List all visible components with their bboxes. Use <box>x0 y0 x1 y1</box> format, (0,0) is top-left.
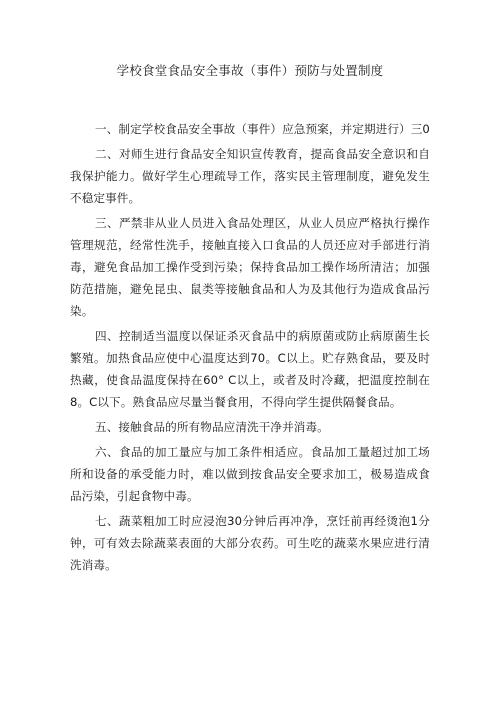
paragraph-1: 一、制定学校食品安全事故（事件）应急预案，并定期进行）三0 <box>95 122 430 136</box>
paragraph-2: 二、对师生进行食品安全知识宣传教育，提高食品安全意识和自我保护能力。做好学生心理疏导工作，落实民主管理制度，避免发生不稳定事件。 <box>70 147 430 205</box>
paragraph-3: 三、严禁非从业人员进入食品处理区，从业人员应严格执行操作管理规范，经常性洗手，接触直接入口食品的人员还应对手部进行消毒，避免食品加工操作受到污染；保持食品加工操作场所清洁；加强防范措施，避免昆虫、鼠类等接触食品和人为及其他行为造成食品污染。 <box>70 216 430 318</box>
paragraph-5: 五、接触食品的所有物品应清洗干净并消毒。 <box>95 420 329 434</box>
paragraph-4: 四、控制适当温度以保证杀灭食品中的病原菌或防止病原菌生长繁殖。加热食品应使中心温度达到70。C以上。贮存熟食品，要及时热藏，使食品温度保持在60° C以上，或者及时冷藏，把温度控制在8。C以下。熟食品应尽量当餐食用，不得向学生提供隔餐食品。 <box>70 329 430 409</box>
paragraph-7: 七、蔬菜粗加工时应浸泡30分钟后再冲净，烹饪前再经烫泡1分钟，可有效去除蔬菜表面的大部分农药。可生吃的蔬菜水果应进行清洗消毒。 <box>70 514 430 572</box>
document-title: 学校食堂食品安全事故（事件）预防与处置制度 <box>116 63 384 78</box>
paragraph-6: 六、食品的加工量应与加工条件相适应。食品加工量超过加工场所和设备的承受能力时，难以做到按食品安全要求加工，极易造成食品污染，引起食物中毒。 <box>70 445 430 503</box>
